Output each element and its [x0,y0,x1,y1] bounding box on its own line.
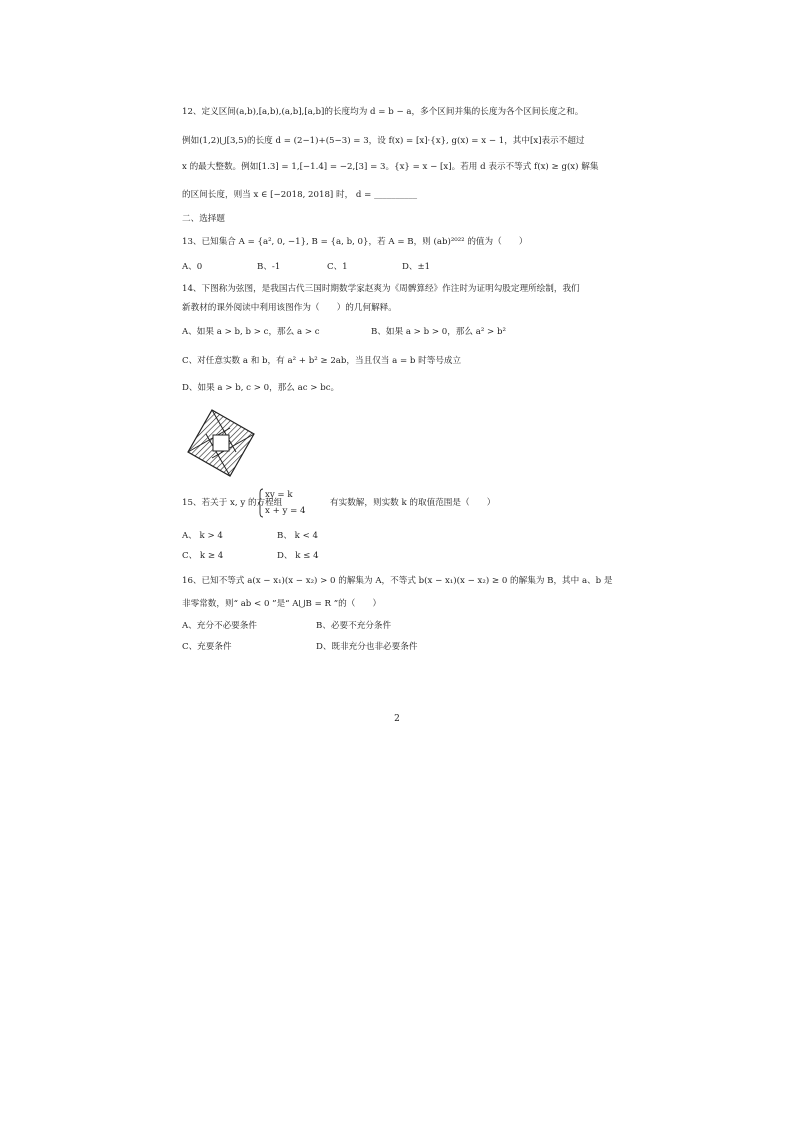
q15-option-b: B、 k < 4 [277,531,318,541]
q14-option-c: C、对任意实数 a 和 b，有 a² + b² ≥ 2ab，当且仅当 a = b 时等号成立 [182,356,462,366]
q13-option-d: D、±1 [402,262,431,272]
q15-option-a: A、 k > 4 [182,531,223,541]
q13-option-c: C、1 [327,262,348,272]
q15-equation-2: x + y = 4 [265,506,306,516]
q16-line-2: 非零常数，则“ ab < 0 ”是“ A⋃B = R ”的（ ） [182,599,382,609]
q15-suffix: 有实数解，则实数 k 的取值范围是（ ） [330,498,496,508]
q14-option-b: B、如果 a > b > 0，那么 a² > b² [371,327,506,337]
q14-option-d: D、如果 a > b, c > 0，那么 ac > bc。 [182,383,340,393]
q14-line-1: 14、下图称为弦图，是我国古代三国时期数学家赵爽为《周髀算经》作注时为证明勾股定理所绘制，我们 [182,284,580,294]
q14-option-a: A、如果 a > b, b > c，那么 a > c [182,327,320,337]
q16-option-d: D、既非充分也非必要条件 [316,642,418,652]
q12-line-3: x 的最大整数。例如[1.3] = 1,[−1.4] = −2,[3] = 3。{x} = x − [x]。若用 d 表示不等式 f(x) ≥ g(x) 解集 [182,162,599,172]
inner-square-shape [213,435,229,451]
q13-stem: 13、已知集合 A = {a², 0, −1}, B = {a, b, 0}，若 A = B，则 (ab)²⁰²² 的值为（ ） [182,237,528,247]
q16-line-1: 16、已知不等式 a(x − x₁)(x − x₂) > 0 的解集为 A，不等式 b(x − x₁)(x − x₂) ≥ 0 的解集为 B，其中 a、b 是 [182,576,613,586]
section-heading: 二、选择题 [182,214,225,224]
xiantu-figure [186,408,256,478]
q15-equation-1: xy = k [265,490,293,500]
q13-option-a: A、0 [182,262,203,272]
q16-option-b: B、必要不充分条件 [316,621,392,631]
q14-line-2: 新教材的课外阅读中利用该图作为（ ）的几何解释。 [182,303,397,313]
q13-option-b: B、-1 [257,262,281,272]
q15-option-d: D、 k ≤ 4 [277,551,319,561]
q12-line-1: 12、定义区间(a,b),[a,b),(a,b],[a,b]的长度均为 d = b − a，多个区间并集的长度为各个区间长度之和。 [182,107,584,117]
q12-line-2: 例如(1,2)⋃[3,5)的长度 d = (2−1)+(5−3) = 3，设 f(x) = [x]·{x}, g(x) = x − 1，其中[x]表示不超过 [182,136,585,146]
q16-option-a: A、充分不必要条件 [182,621,257,631]
q15-option-c: C、 k ≥ 4 [182,551,224,561]
q16-option-c: C、充要条件 [182,642,232,652]
system-brace [258,488,264,518]
page-number: 2 [394,714,400,724]
q12-line-4: 的区间长度，则当 x ∈ [−2018, 2018] 时， d = __________ [182,190,418,200]
q15-prefix: 15、若关于 x, y 的方程组 [182,498,283,508]
